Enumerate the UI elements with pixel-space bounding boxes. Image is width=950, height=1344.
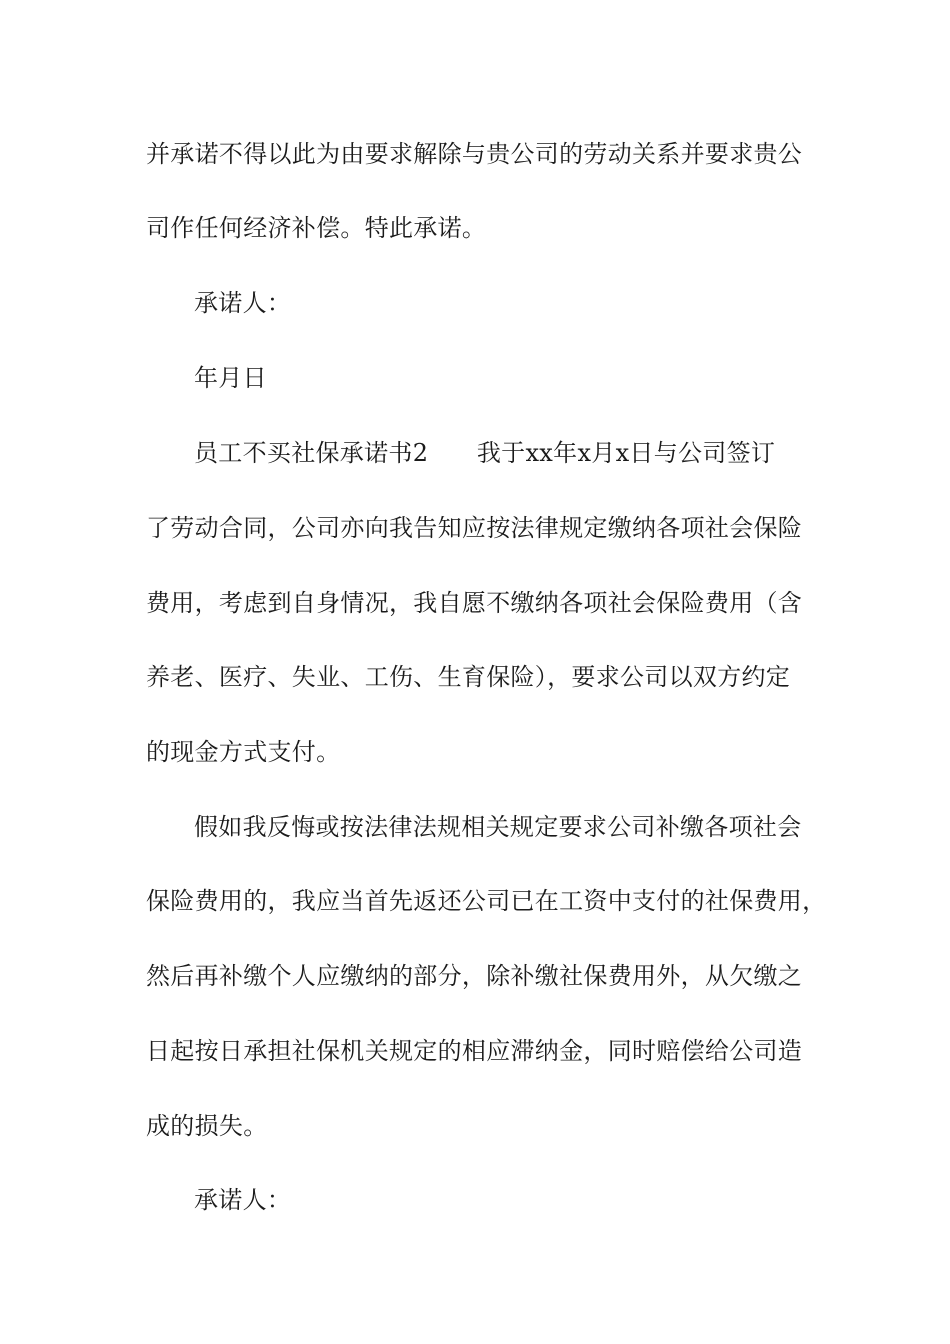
paragraph-line: 然后再补缴个人应缴纳的部分，除补缴社保费用外，从欠缴之 bbox=[146, 962, 803, 990]
signatory-label: 承诺人： bbox=[194, 1186, 292, 1214]
paragraph-line: 了劳动合同，公司亦向我告知应按法律规定缴纳各项社会保险 bbox=[146, 514, 803, 542]
date-label: 年月日 bbox=[194, 364, 267, 392]
paragraph-line: 司作任何经济补偿。特此承诺。 bbox=[146, 214, 487, 242]
paragraph-line: 费用，考虑到自身情况，我自愿不缴纳各项社会保险费用（含 bbox=[146, 589, 803, 617]
paragraph-line: 保险费用的，我应当首先返还公司已在工资中支付的社保费用， bbox=[146, 887, 827, 915]
paragraph-line: 的现金方式支付。 bbox=[146, 738, 341, 766]
paragraph-line: 成的损失。 bbox=[146, 1112, 268, 1140]
paragraph-line: 假如我反悔或按法律法规相关规定要求公司补缴各项社会 bbox=[194, 813, 802, 841]
paragraph-line: 养老、医疗、失业、工伤、生育保险），要求公司以双方约定 bbox=[146, 663, 791, 691]
section-heading-line: 员工不买社保承诺书2 我于xx年x月x日与公司签订 bbox=[194, 439, 776, 467]
paragraph-line: 并承诺不得以此为由要求解除与贵公司的劳动关系并要求贵公 bbox=[146, 140, 803, 168]
paragraph-line: 日起按日承担社保机关规定的相应滞纳金，同时赔偿给公司造 bbox=[146, 1037, 803, 1065]
signatory-label: 承诺人： bbox=[194, 289, 292, 317]
